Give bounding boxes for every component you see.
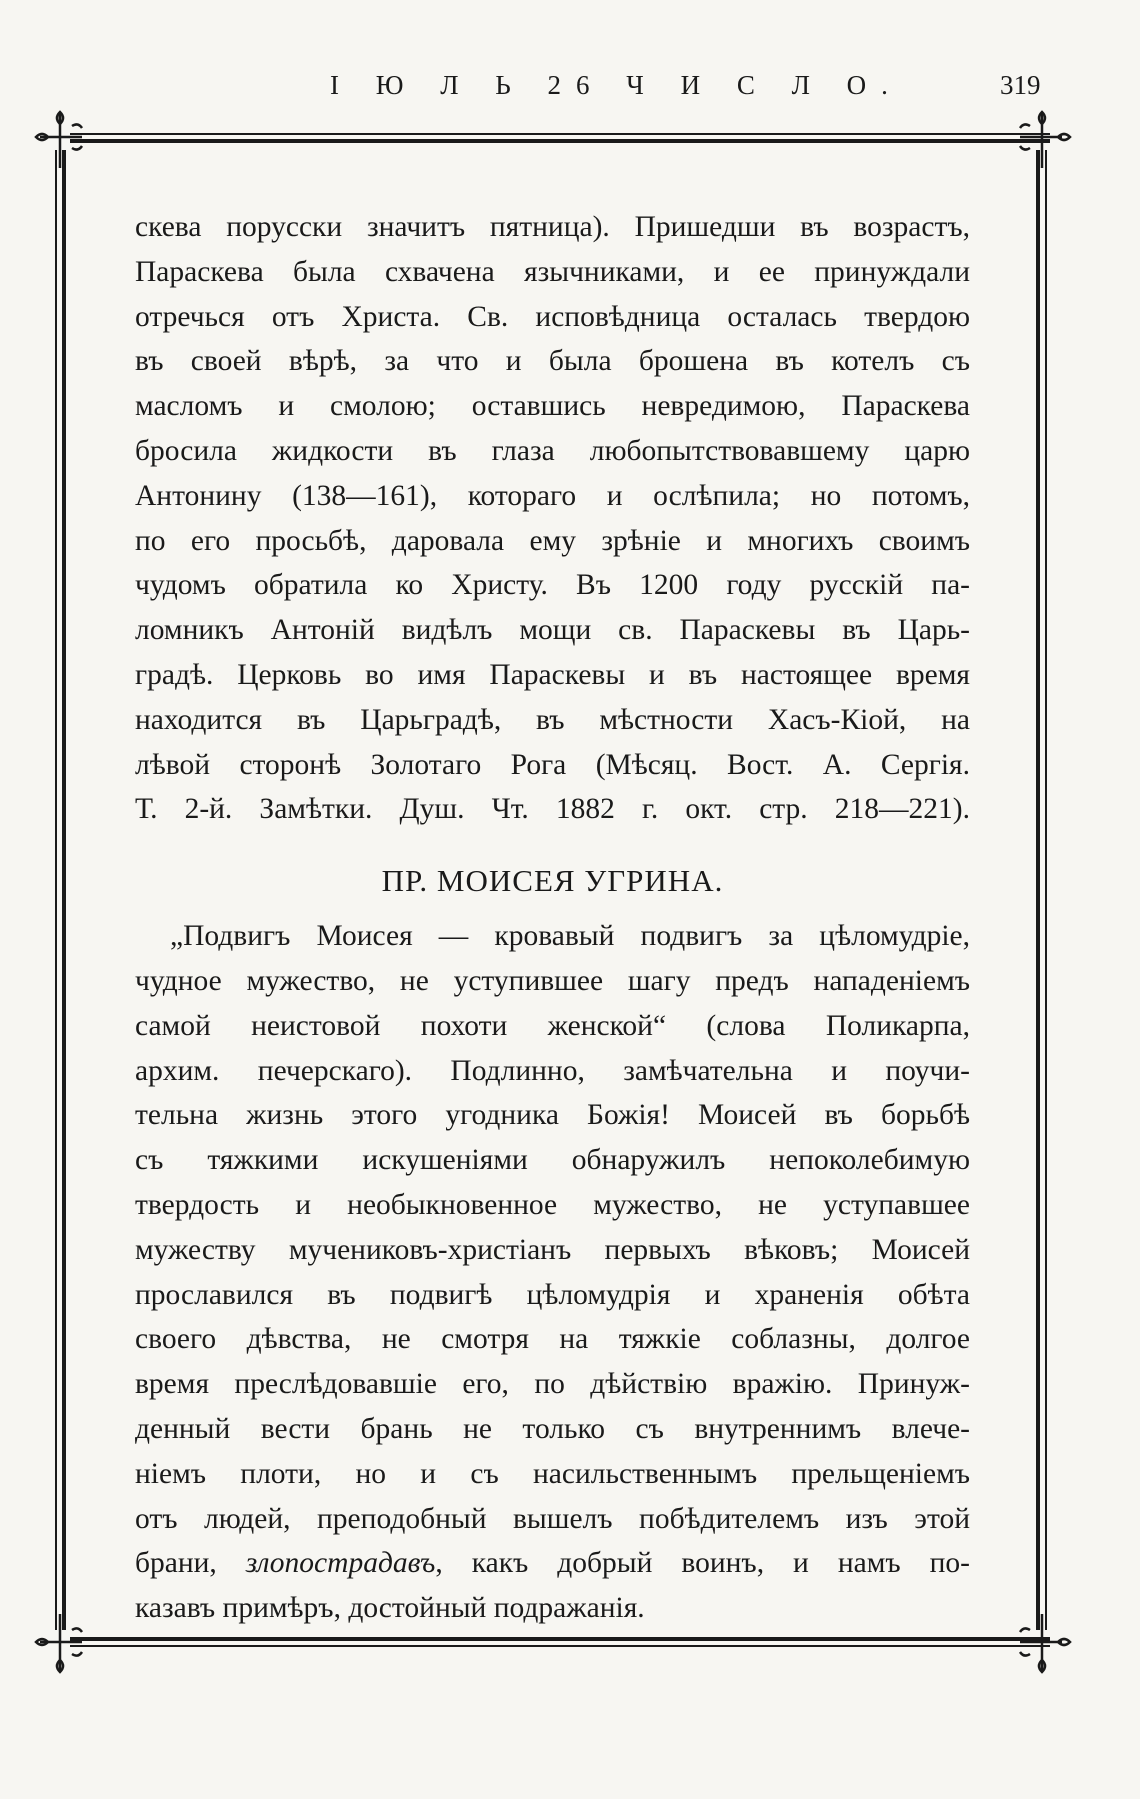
text-line: архим. печерскаго). Подлинно, замѣчательна и поучи-	[135, 1054, 970, 1087]
text-line: тельна жизнь этого угодника Божія! Моисей въ борьбѣ	[135, 1099, 970, 1132]
paragraph-paraskeva	[135, 205, 970, 832]
text-fragment: брани,	[135, 1547, 246, 1580]
text-line: Антонину (138—161), котораго и ослѣпила; но потомъ,	[135, 479, 970, 512]
text-line: съ тяжкими искушеніями обнаружилъ непоколебимую	[135, 1144, 970, 1177]
text-line-with-italic	[135, 1541, 970, 1586]
text-line: отъ людей, преподобный вышелъ побѣдителемъ изъ этой	[135, 1502, 970, 1535]
text-line: скева порусски значитъ пятница). Пришедши въ возрастъ,	[135, 211, 970, 243]
running-title: І Ю Л Ь 26 Ч И С Л О.	[330, 70, 903, 100]
main-text	[135, 205, 970, 1631]
text-line: казавъ примѣръ, достойный подражанія.	[135, 1592, 645, 1625]
text-line: бросила жидкости въ глаза любопытствовавшему царю	[135, 434, 970, 467]
text-line: Параскева была схвачена язычниками, и ее принуждали	[135, 255, 970, 288]
text-line: мужеству мучениковъ-христіанъ первыхъ вѣковъ; Моисей	[135, 1233, 970, 1266]
text-line: по его просьбѣ, даровала ему зрѣніе и многихъ своимъ	[135, 524, 970, 557]
text-line: своего дѣвства, не смотря на тяжкіе соблазны, долгое	[135, 1323, 970, 1356]
italic-word: злопострадавъ	[245, 1547, 436, 1580]
text-line: ломникъ Антоній видѣлъ мощи св. Параскевы въ Царь-	[135, 614, 970, 647]
text-fragment: , какъ добрый воинъ, и намъ по-	[435, 1547, 970, 1580]
text-line: твердость и необыкновенное мужество, не уступавшее	[135, 1188, 970, 1221]
text-line: чудомъ обратила ко Христу. Въ 1200 году русскій па-	[135, 569, 970, 602]
text-line: чудное мужество, не уступившее шагу предъ нападеніемъ	[135, 964, 970, 997]
text-line: отречься отъ Христа. Св. исповѣдница осталась твердою	[135, 300, 970, 333]
section-heading: ПР. МОИСЕЯ УГРИНА.	[381, 863, 724, 899]
text-line: прославился въ подвигѣ цѣломудрія и храненія обѣта	[135, 1278, 970, 1311]
text-line: Т. 2-й. Замѣтки. Душ. Чт. 1882 г. окт. стр. 218—221).	[135, 793, 970, 826]
text-line: въ своей вѣрѣ, за что и была брошена въ котелъ съ	[135, 345, 970, 378]
text-line: находится въ Царьградѣ, въ мѣстности Хасъ-Кіой, на	[135, 703, 970, 736]
text-line: „Подвигъ Моисея — кровавый подвигъ за цѣломудріе,	[170, 920, 970, 953]
page-number: 319	[1000, 70, 1041, 100]
text-line: ніемъ плоти, но и съ насильственнымъ прельщеніемъ	[135, 1457, 970, 1490]
text-line: градѣ. Церковь во имя Параскевы и въ настоящее время	[135, 658, 970, 691]
text-line: денный вести брань не только съ внутреннимъ влече-	[135, 1412, 970, 1445]
text-line: самой неистовой похоти женской“ (слова Поликарпа,	[135, 1009, 970, 1042]
text-line: масломъ и смолою; оставшись невредимою, Параскева	[135, 390, 970, 423]
corner-ornament-bottom-left	[36, 1614, 82, 1672]
text-line: время преслѣдовавшіе его, по дѣйствію вражію. Принуж-	[135, 1368, 970, 1401]
text-line: лѣвой сторонѣ Золотаго Рога (Мѣсяц. Вост. А. Сергія.	[135, 748, 970, 781]
paragraph-moses	[135, 914, 970, 1631]
